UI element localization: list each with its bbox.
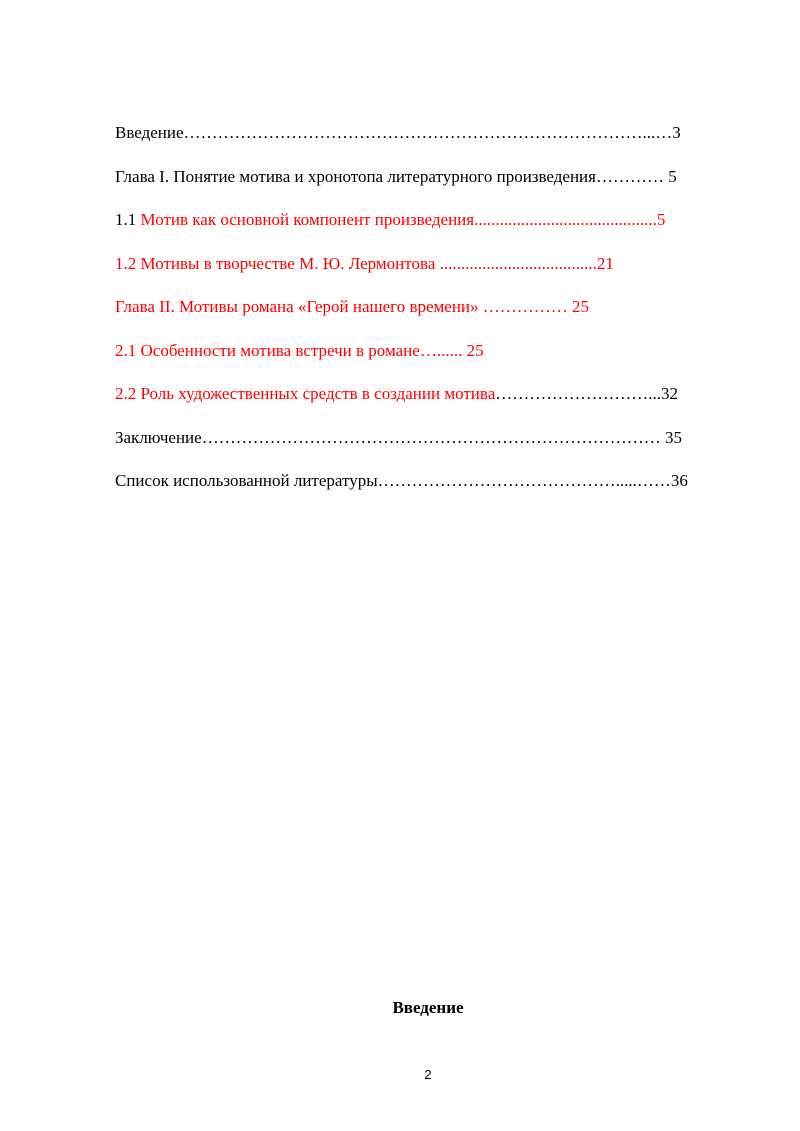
section-heading-introduction: Введение	[392, 998, 464, 1017]
toc-entry-page: 5	[668, 166, 677, 186]
toc-entry-bibliography	[115, 466, 745, 496]
toc-entry-title: 1.2 Мотивы в творчестве М. Ю. Лермонтова	[115, 253, 436, 273]
toc-entry-leader: …………	[595, 166, 669, 186]
page-number: 2	[424, 1067, 432, 1082]
toc-entry-page: 36	[670, 471, 688, 490]
toc-entry-conclusion	[115, 423, 745, 453]
toc-entry-title: Список использованной литературы	[115, 471, 378, 490]
toc-entry-leader: ………………………………………………………………………	[201, 427, 665, 447]
toc-entry-title: 2.1 Особенности мотива встречи в романе	[115, 340, 420, 360]
table-of-contents	[115, 118, 745, 510]
toc-entry-page: 3	[672, 123, 681, 142]
toc-entry-section-1-1	[115, 205, 745, 235]
toc-entry-page: 25	[466, 340, 484, 360]
toc-entry-leader: …………………………………….....……	[377, 471, 671, 490]
toc-entry-leader: …......	[419, 340, 467, 360]
toc-entry-title: Мотив как основной компонент произведения	[140, 210, 475, 229]
toc-entry-page: 21	[596, 253, 614, 273]
toc-entry-leader: .....................................	[435, 253, 597, 273]
toc-entry-title: Заключение	[115, 427, 202, 447]
toc-entry-leader: ...........................................	[474, 210, 657, 229]
toc-entry-chapter-1	[115, 162, 745, 192]
toc-entry-leader: ………………………………………………………………………...…	[183, 123, 673, 142]
toc-entry-section-2-1	[115, 336, 745, 366]
toc-entry-introduction	[115, 118, 745, 148]
toc-entry-chapter-2	[115, 292, 745, 322]
toc-entry-page: 32	[661, 384, 679, 403]
toc-entry-title: Глава I. Понятие мотива и хронотопа литературного произведения	[115, 166, 596, 186]
toc-entry-section-1-2	[115, 249, 745, 279]
toc-entry-page: 25	[572, 297, 590, 316]
toc-entry-title: 2.2 Роль художественных средств в создании мотива	[115, 384, 496, 403]
toc-entry-section-2-2	[115, 379, 745, 409]
toc-entry-page: 5	[656, 210, 666, 229]
toc-entry-title: Введение	[115, 123, 184, 142]
toc-entry-prefix: 1.1	[115, 210, 141, 229]
toc-entry-page: 35	[664, 427, 682, 447]
toc-entry-leader: ……………	[478, 297, 573, 316]
toc-entry-title: Глава II. Мотивы романа «Герой нашего времени»	[115, 297, 479, 316]
toc-entry-leader: ………………………...	[495, 384, 662, 403]
